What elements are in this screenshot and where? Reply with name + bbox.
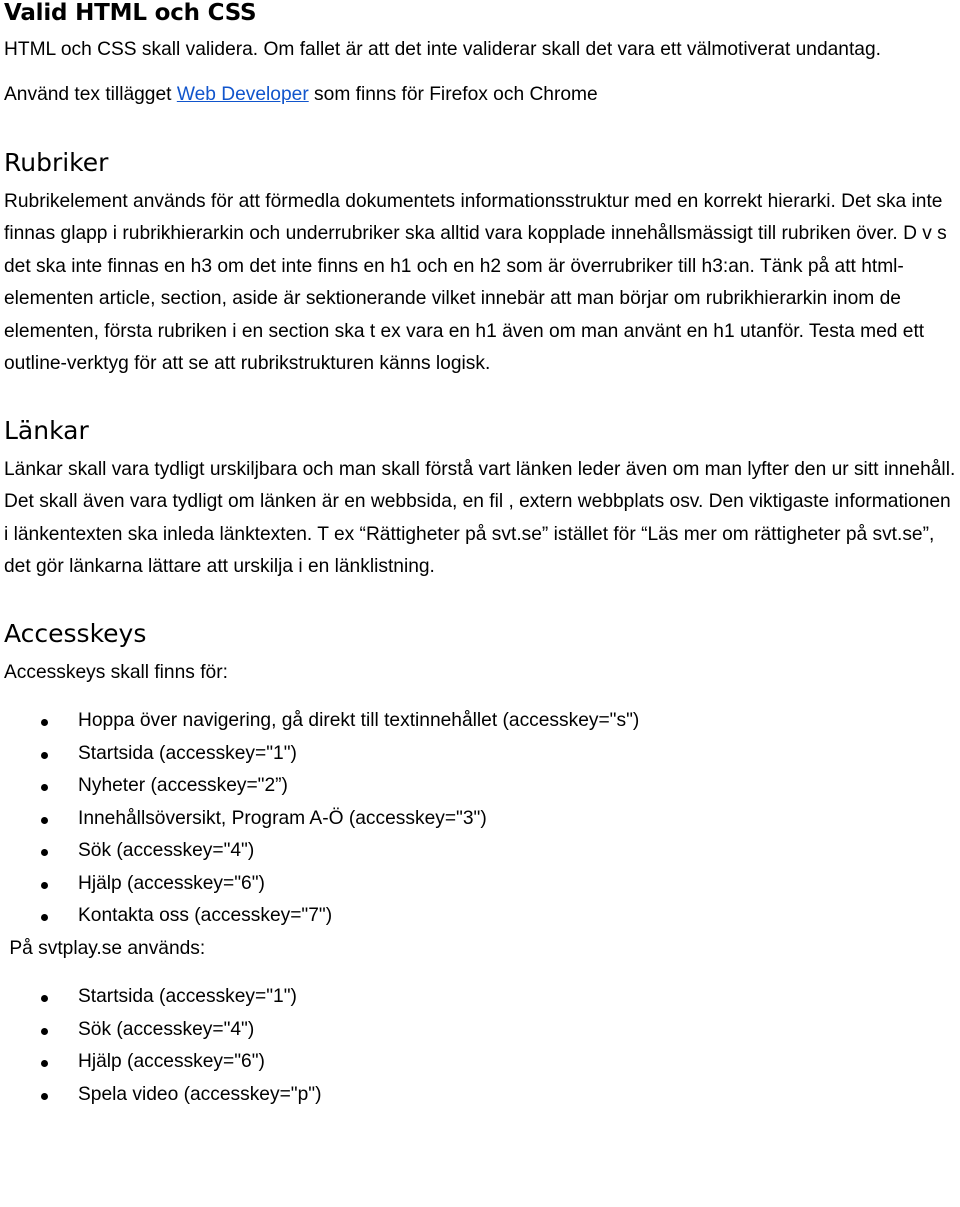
list-item: Innehållsöversikt, Program A-Ö (accesskey="3"): [4, 803, 956, 836]
page-title: Valid HTML och CSS: [4, 0, 257, 26]
web-developer-paragraph: [4, 79, 956, 112]
lankar-paragraph: Länkar skall vara tydligt urskiljbara och man skall förstå vart länken leder även om man lyfter den ur sitt innehåll. Det skall även vara tydligt om länken är en webbsida, en fil , extern webbplats osv. Den viktigaste informationen i länkentexten ska inleda länktexten. T ex “Rättigheter på svt.se” istället för “Läs mer om rättigheter på svt.se”, det gör länkarna lättare att urskilja i en länklistning.: [4, 458, 956, 577]
list-item: Startsida (accesskey="1"): [4, 981, 956, 1014]
list-item: Sök (accesskey="4"): [4, 1014, 956, 1047]
web-developer-text-after: som finns för Firefox och Chrome: [308, 84, 598, 105]
list-item: Hjälp (accesskey="6"): [4, 868, 956, 901]
list-item: Spela video (accesskey="p"): [4, 1079, 956, 1112]
rubriker-heading: Rubriker: [4, 147, 109, 177]
list-item: Nyheter (accesskey="2”): [4, 770, 956, 803]
lankar-heading: Länkar: [4, 415, 89, 445]
svtplay-intro: På svtplay.se används:: [4, 937, 206, 959]
document-page: [4, 0, 956, 1111]
list-item: Sök (accesskey="4"): [4, 835, 956, 868]
accesskeys-heading: Accesskeys: [4, 618, 147, 648]
web-developer-link[interactable]: Web Developer: [176, 84, 309, 105]
accesskeys-intro: Accesskeys skall finns för:: [4, 661, 228, 683]
valid-paragraph: HTML och CSS skall validera. Om fallet är att det inte validerar skall det vara ett välmotiverat undantag.: [4, 39, 881, 60]
accesskeys-list: [4, 705, 956, 933]
list-item: Hoppa över navigering, gå direkt till textinnehållet (accesskey="s"): [4, 705, 956, 738]
rubriker-paragraph: Rubrikelement används för att förmedla dokumentets informationsstruktur med en korrekt hierarki. Det ska inte finnas glapp i rubrikhierarkin och underrubriker ska alltid vara kopplade innehållsmässigt till rubriken över. D v s det ska inte finnas en h3 om det inte finns en h1 och en h2 som är överrubriker till h3:an. Tänk på att html-elementen article, section, aside är sektionerande vilket innebär att man börjar om rubrikhierarkin inom de elementen, första rubriken i en section ska t ex vara en h1 även om man använt en h1 utanför. Testa med ett outline-verktyg för att se att rubrikstrukturen känns logisk.: [4, 190, 947, 374]
list-item: Kontakta oss (accesskey="7"): [4, 900, 956, 933]
svtplay-accesskeys-list: [4, 981, 956, 1111]
list-item: Hjälp (accesskey="6"): [4, 1046, 956, 1079]
list-item: Startsida (accesskey="1"): [4, 738, 956, 771]
web-developer-text-before: Använd tex tillägget: [4, 84, 177, 105]
